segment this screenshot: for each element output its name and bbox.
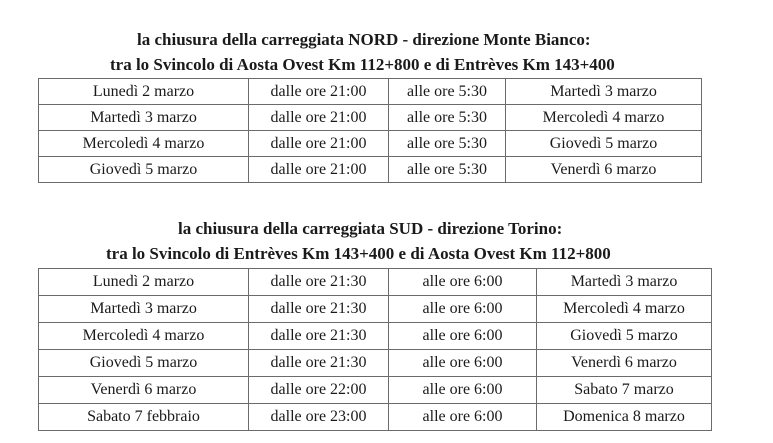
- sud-title: la chiusura della carreggiata SUD - direzione Torino:: [178, 219, 563, 238]
- start-day-cell: Sabato 7 febbraio: [39, 404, 249, 431]
- end-day-cell: Sabato 7 marzo: [537, 377, 712, 404]
- end-day-cell: Domenica 8 marzo: [537, 404, 712, 431]
- nord-title: la chiusura della carreggiata NORD - direzione Monte Bianco:: [137, 30, 591, 49]
- from-time-cell: dalle ore 21:00: [249, 131, 389, 157]
- end-day-cell: Giovedì 5 marzo: [506, 131, 702, 157]
- to-time-cell: alle ore 6:00: [389, 404, 537, 431]
- sud-closure-rows: [39, 269, 712, 431]
- from-time-cell: dalle ore 21:00: [249, 79, 389, 105]
- table-row: [39, 350, 712, 377]
- to-time-cell: alle ore 6:00: [389, 377, 537, 404]
- from-time-cell: dalle ore 21:00: [249, 105, 389, 131]
- start-day-cell: Giovedì 5 marzo: [39, 157, 249, 183]
- from-time-cell: dalle ore 21:30: [249, 350, 389, 377]
- table-row: [39, 157, 702, 183]
- end-day-cell: Venerdì 6 marzo: [506, 157, 702, 183]
- table-row: [39, 79, 702, 105]
- start-day-cell: Mercoledì 4 marzo: [39, 131, 249, 157]
- to-time-cell: alle ore 6:00: [389, 350, 537, 377]
- start-day-cell: Lunedì 2 marzo: [39, 269, 249, 296]
- table-row: [39, 404, 712, 431]
- to-time-cell: alle ore 5:30: [389, 131, 506, 157]
- table-row: [39, 105, 702, 131]
- sud-closure-table: [38, 268, 712, 431]
- from-time-cell: dalle ore 23:00: [249, 404, 389, 431]
- to-time-cell: alle ore 5:30: [389, 105, 506, 131]
- to-time-cell: alle ore 6:00: [389, 269, 537, 296]
- table-row: [39, 269, 712, 296]
- start-day-cell: Martedì 3 marzo: [39, 296, 249, 323]
- from-time-cell: dalle ore 21:30: [249, 323, 389, 350]
- from-time-cell: dalle ore 21:30: [249, 296, 389, 323]
- nord-subtitle: tra lo Svincolo di Aosta Ovest Km 112+800 e di Entrèves Km 143+400: [110, 55, 615, 74]
- sud-subtitle: tra lo Svincolo di Entrèves Km 143+400 e di Aosta Ovest Km 112+800: [106, 244, 611, 263]
- start-day-cell: Giovedì 5 marzo: [39, 350, 249, 377]
- to-time-cell: alle ore 5:30: [389, 79, 506, 105]
- from-time-cell: dalle ore 21:30: [249, 269, 389, 296]
- to-time-cell: alle ore 5:30: [389, 157, 506, 183]
- table-row: [39, 323, 712, 350]
- end-day-cell: Martedì 3 marzo: [537, 269, 712, 296]
- nord-closure-table: [38, 78, 702, 183]
- from-time-cell: dalle ore 22:00: [249, 377, 389, 404]
- start-day-cell: Lunedì 2 marzo: [39, 79, 249, 105]
- start-day-cell: Mercoledì 4 marzo: [39, 323, 249, 350]
- start-day-cell: Martedì 3 marzo: [39, 105, 249, 131]
- from-time-cell: dalle ore 21:00: [249, 157, 389, 183]
- start-day-cell: Venerdì 6 marzo: [39, 377, 249, 404]
- end-day-cell: Martedì 3 marzo: [506, 79, 702, 105]
- to-time-cell: alle ore 6:00: [389, 296, 537, 323]
- end-day-cell: Mercoledì 4 marzo: [506, 105, 702, 131]
- table-row: [39, 131, 702, 157]
- nord-closure-rows: [39, 79, 702, 183]
- table-row: [39, 296, 712, 323]
- end-day-cell: Mercoledì 4 marzo: [537, 296, 712, 323]
- end-day-cell: Venerdì 6 marzo: [537, 350, 712, 377]
- table-row: [39, 377, 712, 404]
- end-day-cell: Giovedì 5 marzo: [537, 323, 712, 350]
- to-time-cell: alle ore 6:00: [389, 323, 537, 350]
